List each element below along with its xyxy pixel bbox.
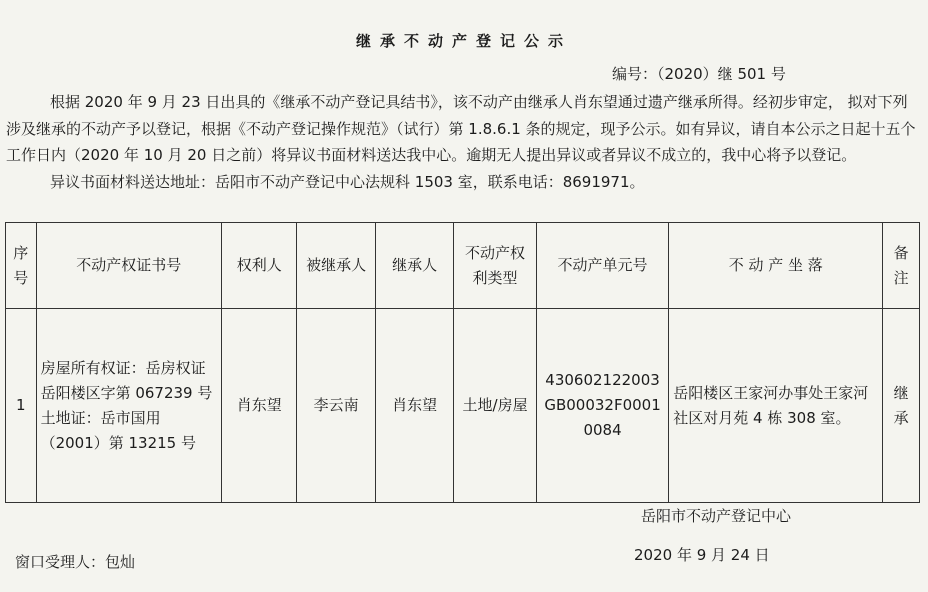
notice-paragraph: 根据 2020 年 9 月 23 日出具的《继承不动产登记具结书》，该不动产由继承人肖东望通过遗产继承所得。经初步审定， 拟对下列涉及继承的不动产予以登记，根据《不动产登记操作规范》（试行）第 1.8.6.1 条的规定，现予公示。如有异议，请自本公示之日起十五个工作日内（2020 年 10 月 20 日之前）将异议书面材料送达我中心。逾期无人提出异议或者异议不成立的，我中心将予以登记。 bbox=[6, 93, 916, 164]
cert-land: 土地证：岳市国用（2001）第 13215 号 bbox=[40, 408, 196, 452]
cert-house: 房屋所有权证：岳房权证岳阳楼区字第 067239 号 bbox=[40, 358, 213, 402]
header-remark: 备注 bbox=[883, 223, 920, 309]
cell-right-type: 土地/房屋 bbox=[454, 309, 537, 503]
cell-cert-no bbox=[36, 309, 221, 503]
header-location: 不 动 产 坐 落 bbox=[669, 223, 883, 309]
document-number: 编号：（2020）继 501 号 bbox=[612, 65, 786, 83]
cell-decedent: 李云南 bbox=[297, 309, 375, 503]
objection-address: 异议书面材料送达地址：岳阳市不动产登记中心法规科 1503 室，联系电话：8691971。 bbox=[50, 172, 645, 191]
issue-date: 2020 年 9 月 24 日 bbox=[634, 546, 770, 564]
header-unit-no: 不动产单元号 bbox=[536, 223, 668, 309]
cell-location: 岳阳楼区王家河办事处王家河社区对月苑 4 栋 308 室。 bbox=[669, 309, 883, 503]
property-table bbox=[5, 222, 920, 503]
window-clerk: 窗口受理人：包灿 bbox=[15, 553, 136, 571]
table-row bbox=[6, 309, 920, 503]
cell-seq: 1 bbox=[6, 309, 37, 503]
header-right-type: 不动产权利类型 bbox=[454, 223, 537, 309]
header-decedent: 被继承人 bbox=[297, 223, 375, 309]
cell-unit-no: 430602122003GB00032F00010084 bbox=[536, 309, 668, 503]
header-owner: 权利人 bbox=[222, 223, 297, 309]
cell-heir: 肖东望 bbox=[375, 309, 453, 503]
table-header-row bbox=[6, 223, 920, 309]
header-seq: 序号 bbox=[6, 223, 37, 309]
cell-owner: 肖东望 bbox=[222, 309, 297, 503]
header-heir: 继承人 bbox=[375, 223, 453, 309]
issuing-organization: 岳阳市不动产登记中心 bbox=[641, 507, 792, 525]
header-cert-no: 不动产权证书号 bbox=[36, 223, 221, 309]
notice-body bbox=[6, 89, 918, 195]
cell-remark: 继承 bbox=[883, 309, 920, 503]
notice-title: 继承不动产登记公示 bbox=[355, 32, 572, 50]
